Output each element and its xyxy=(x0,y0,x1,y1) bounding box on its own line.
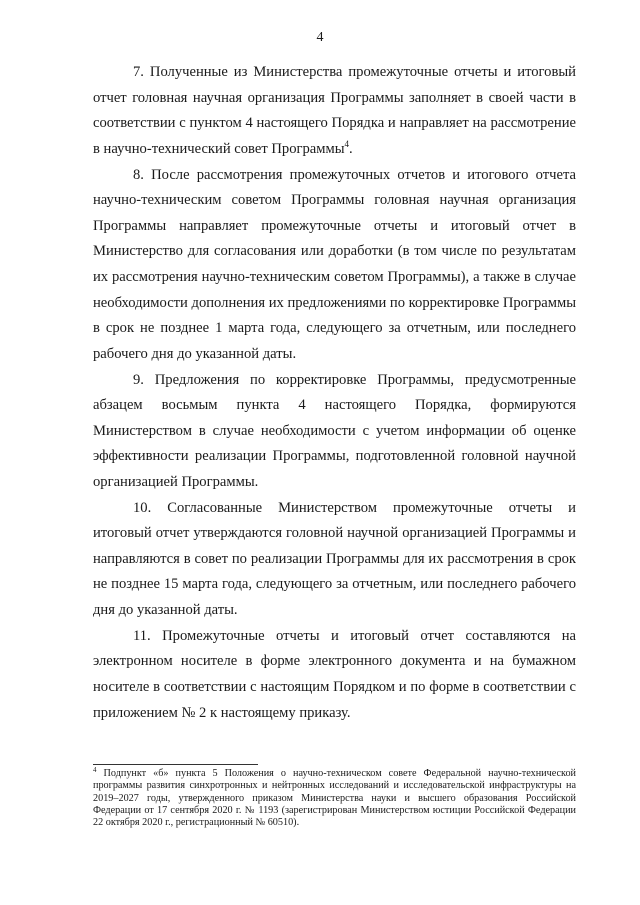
paragraph-7 xyxy=(93,60,576,162)
paragraph-7-end: . xyxy=(349,140,353,157)
paragraph-7-text: 7. Полученные из Министерства промежуточные отчеты и итоговый отчет головная научная организация Программы заполняет в своей части в соответствии с пунктом 4 настоящего Порядка и направляет на рассмотрение в научно-технический совет Программы xyxy=(93,64,576,157)
page-number: 4 xyxy=(316,30,324,45)
paragraph-11: 11. Промежуточные отчеты и итоговый отчет составляются на электронном носителе в форме электронного документа и на бумажном носителе в соответствии с настоящим Порядком и по форме в соответствии с приложением № 2 к настоящему приказу. xyxy=(93,627,576,721)
footnote-marker: 4 xyxy=(93,766,97,774)
paragraph-8: 8. После рассмотрения промежуточных отчетов и итогового отчета научно-техническим советом Программы головная научная организация Программы направляет промежуточные отчеты и итоговый отчет в Министерство для согласования или доработки (в том числе по результатам их рассмотрения научно-техническим советом Программы), а также в случае необходимости дополнения их предложениями по корректировке Программы в срок не позднее 1 марта года, следующего за отчетным, или последнего рабочего дня до указанной даты. xyxy=(93,166,576,362)
paragraph-10: 10. Согласованные Министерством промежуточные отчеты и итоговый отчет утверждаются головной научной организацией Программы и направляются в совет по реализации Программы для их рассмотрения в срок не позднее 15 марта года, следующего за отчетным, или последнего рабочего дня до указанной даты. xyxy=(93,499,576,619)
footnote-divider xyxy=(93,764,258,765)
footnote-reference: 4 xyxy=(344,138,350,149)
paragraph-9: 9. Предложения по корректировке Программы, предусмотренные абзацем восьмым пункта 4 настоящего Порядка, формируются Министерством в случае необходимости с учетом информации об оценке эффективности реализации Программы, подготовленной головной научной организацией Программы. xyxy=(93,371,576,490)
footnote-text: Подпункт «б» пункта 5 Положения о научно-техническом совете Федеральной научно-технической программы развития синхротронных и нейтронных исследований и исследовательской инфраструктуры на 2019–2027 годы, утвержденного приказом Министерства науки и высшего образования Российской Федерации от 17 сентября 2020 г. № 1193 (зарегистрирован Министерством юстиции Российской Федерации 22 октября 2020 г., регистрационный № 60510). xyxy=(93,768,576,829)
footnote xyxy=(93,768,576,829)
document-body xyxy=(93,60,576,726)
